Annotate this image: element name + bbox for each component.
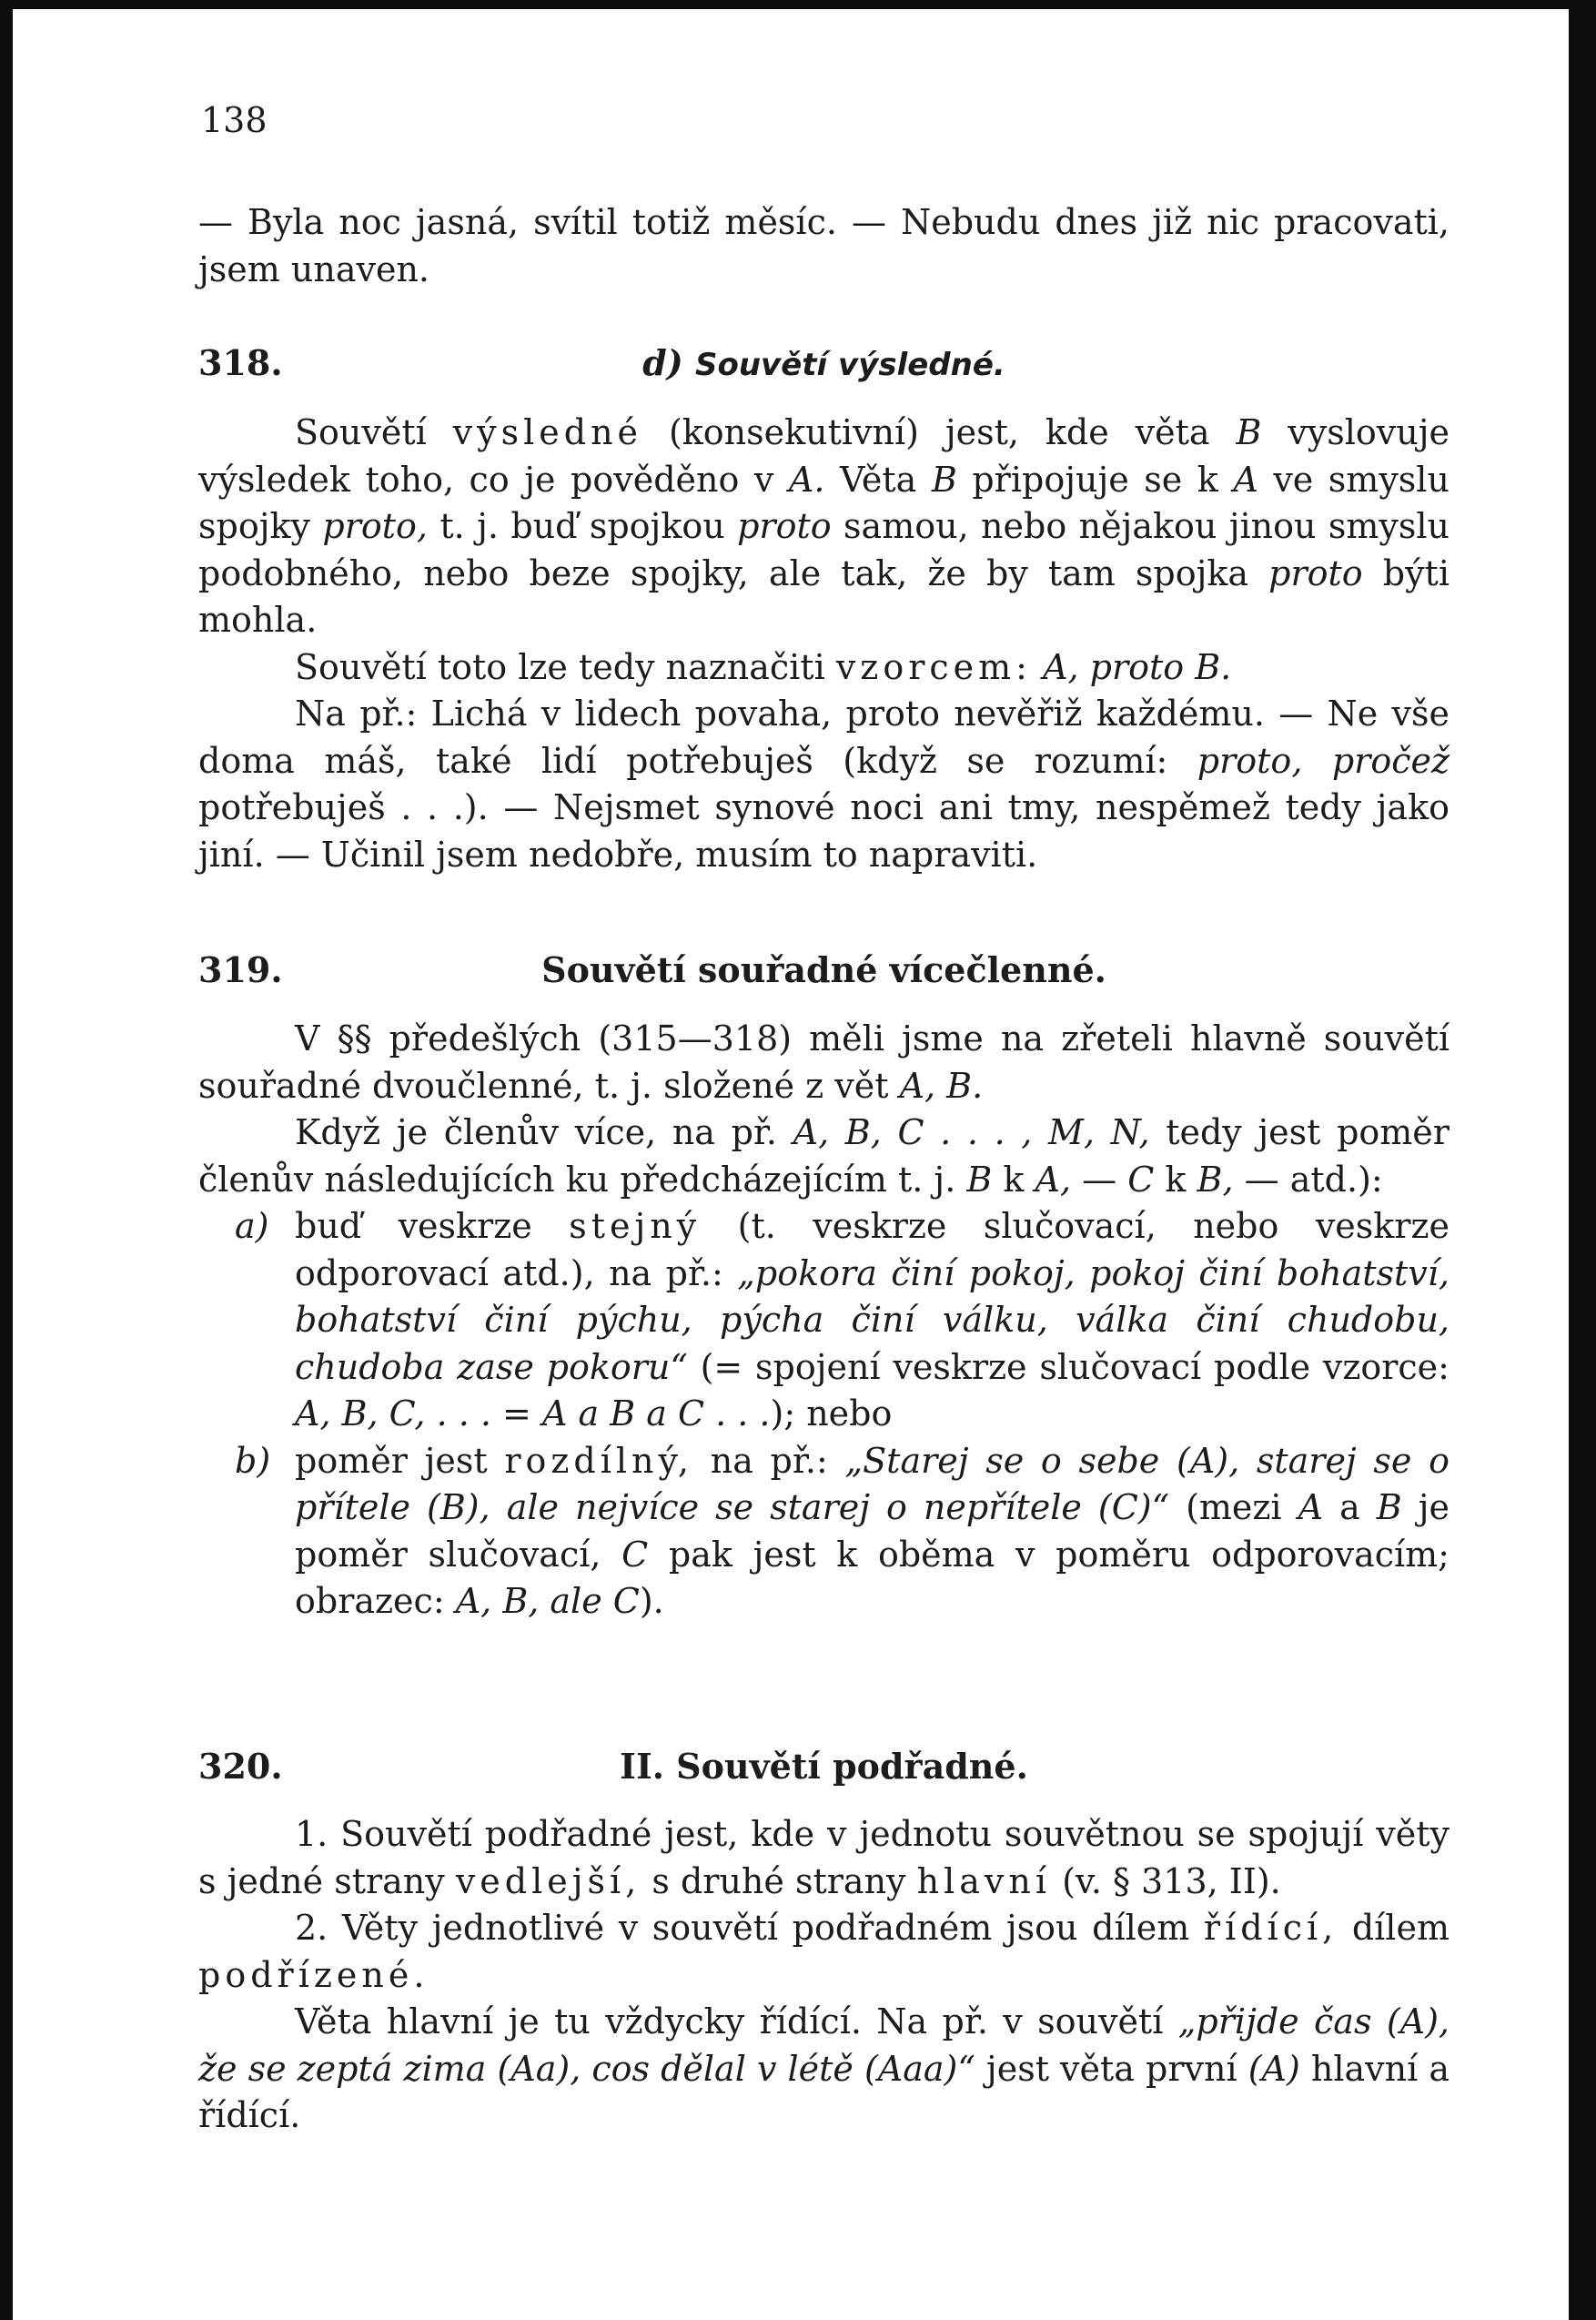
section-320-body bbox=[198, 1811, 1450, 2140]
section-320-heading bbox=[198, 1743, 1450, 1790]
paragraph: Když je členův více, na př. A, B, C . . . , M, N, tedy jest poměr členův následujících ku předcházejícím t. j. B k A, — C k B, — atd.): bbox=[198, 1112, 1450, 1200]
intro-text: — Byla noc jasná, svítil totiž měsíc. — Nebudu dnes již nic pracovati, jsem unaven. bbox=[198, 202, 1450, 289]
paragraph: 2. Věty jednotlivé v souvětí podřadném jsou dílem řídící, dílem podřízené. bbox=[198, 1908, 1450, 1995]
list-item: a) buď veskrze stejný (t. veskrze slučovací, nebo veskrze odporovací atd.), na př.: „pokora činí pokoj, pokoj činí bohatství, bohatství činí pýchu, pýcha činí válku, válka činí chudobu, chudoba zase pokoru“ (= spojení veskrze slučovací podle vzorce: A, B, C, . . . = A a B a C . . .); nebo bbox=[198, 1203, 1450, 1438]
section-letter: d) bbox=[642, 342, 683, 383]
paragraph: Souvětí výsledné (konsekutivní) jest, kde věta B vyslovuje výsledek toho, co je pověděno v A. Věta B připojuje se k A ve smyslu spojky proto, t. j. buď spojkou proto samou, nebo nějakou jinou smyslu podobného, nebo beze spojky, ale tak, že by tam spojka proto býti mohla. bbox=[198, 412, 1450, 640]
paragraph: Souvětí toto lze tedy naznačiti vzorcem: A, proto B. bbox=[295, 646, 1232, 687]
item-label: a) bbox=[235, 1206, 269, 1246]
scan-border-left bbox=[0, 0, 13, 2320]
section-318-heading bbox=[198, 339, 1450, 387]
list-item: b) poměr jest rozdílný, na př.: „Starej se o sebe (A), starej se o přítele (B), ale nejvíce se starej o nepřítele (C)“ (mezi A a B je poměr slučovací, C pak jest k oběma v poměru odporovacím; obrazec: A, B, ale C). bbox=[198, 1438, 1450, 1626]
item-label: b) bbox=[235, 1440, 271, 1481]
paragraph: 1. Souvětí podřadné jest, kde v jednotu souvětnou se spojují věty s jedné strany vedlejší, s druhé strany hlavní (v. § 313, II). bbox=[198, 1814, 1450, 1901]
section-title: Souvětí výsledné. bbox=[694, 347, 1005, 383]
section-319-heading bbox=[198, 947, 1450, 994]
section-title: Souvětí souřadné vícečlenné. bbox=[541, 949, 1106, 990]
scan-border-top bbox=[0, 0, 1596, 9]
section-number: 318. bbox=[198, 342, 283, 383]
section-title: II. Souvětí podřadné. bbox=[620, 1746, 1028, 1787]
paragraph: Na př.: Lichá v lidech povaha, proto nevěřiž každému. — Ne vše doma máš, také lidí potřebuješ (když se rozumí: proto, pročež potřebuješ . . .). — Nejsmet synové noci ani tmy, nespěmež tedy jako jiní. — Učinil jsem nedobře, musím to napraviti. bbox=[198, 694, 1450, 875]
section-318-body bbox=[198, 410, 1450, 878]
section-number: 319. bbox=[198, 949, 283, 990]
paragraph: V §§ předešlých (315—318) měli jsme na zřeteli hlavně souvětí souřadné dvoučlenné, t. j. složené z vět A, B. bbox=[198, 1018, 1450, 1106]
scan-border-right bbox=[1569, 0, 1596, 2320]
section-319-body bbox=[198, 1016, 1450, 1626]
page-number: 138 bbox=[201, 100, 268, 140]
intro-paragraph bbox=[198, 199, 1450, 293]
section-number: 320. bbox=[198, 1746, 283, 1787]
paragraph: Věta hlavní je tu vždycky řídící. Na př. v souvětí „přijde čas (A), že se zeptá zima (Aa), cos dělal v létě (Aaa)“ jest věta první (A) hlavní a řídící. bbox=[198, 2001, 1450, 2135]
